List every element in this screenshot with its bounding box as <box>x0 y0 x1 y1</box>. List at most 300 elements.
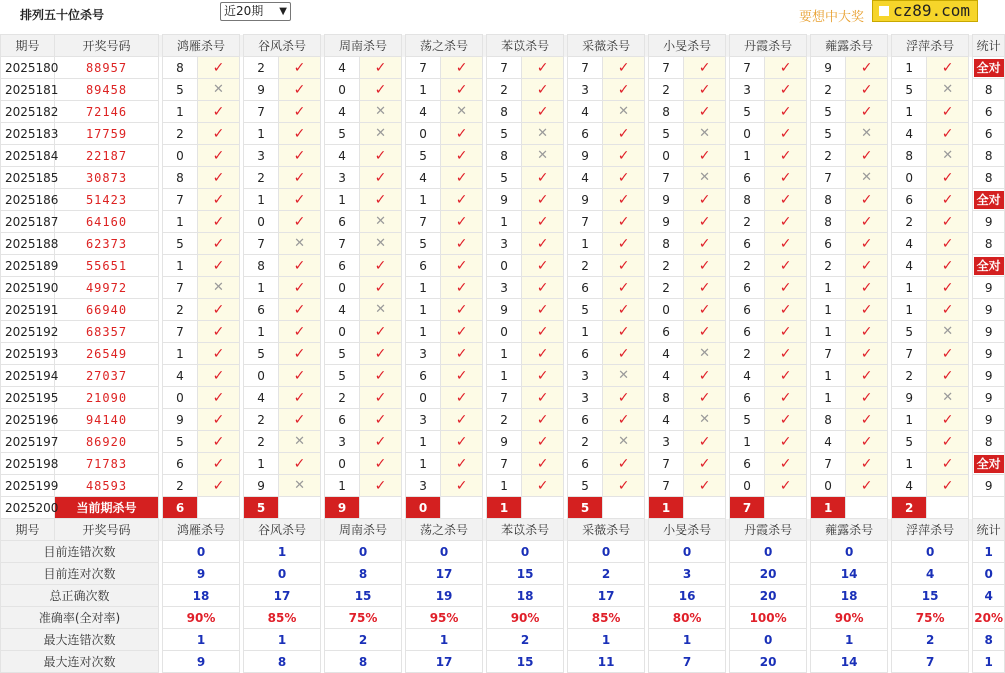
check-icon: ✓ <box>441 211 483 233</box>
stats-value: 16 <box>649 585 726 607</box>
issue-cell: 2025183 <box>1 123 55 145</box>
cross-icon: ✕ <box>927 145 969 167</box>
check-icon: ✓ <box>603 145 645 167</box>
header-expert: 荡之杀号 <box>406 35 483 57</box>
check-icon: ✓ <box>684 79 726 101</box>
kill-number-cell: 8 <box>811 189 846 211</box>
header-row <box>1 35 1005 57</box>
check-icon: ✓ <box>441 145 483 167</box>
kill-number-cell: 4 <box>244 387 279 409</box>
stats-row <box>1 629 1005 651</box>
check-icon: ✓ <box>522 233 564 255</box>
kill-number-cell: 4 <box>568 167 603 189</box>
issue-cell: 2025188 <box>1 233 55 255</box>
stats-value: 90% <box>163 607 240 629</box>
count-cell: 8 <box>973 233 1005 255</box>
table-row <box>1 145 1005 167</box>
kill-number-cell: 9 <box>568 189 603 211</box>
cross-icon: ✕ <box>360 233 402 255</box>
ad-slogan[interactable]: 要想中大奖 <box>799 10 865 25</box>
stats-value: 4 <box>892 563 969 585</box>
check-icon: ✓ <box>846 343 888 365</box>
kill-number-cell: 1 <box>892 277 927 299</box>
issue-cell: 2025184 <box>1 145 55 167</box>
kill-number-cell: 0 <box>811 475 846 497</box>
header-expert: 丹霞杀号 <box>730 35 807 57</box>
current-kill-cell: 7 <box>730 497 765 519</box>
stats-value: 1 <box>244 541 321 563</box>
check-icon: ✓ <box>441 321 483 343</box>
check-icon: ✓ <box>603 123 645 145</box>
cross-icon: ✕ <box>927 321 969 343</box>
draw-code-cell: 55651 <box>55 255 159 277</box>
kill-number-cell: 4 <box>649 409 684 431</box>
stats-label: 最大连对次数 <box>1 651 159 673</box>
kill-number-cell: 2 <box>730 211 765 233</box>
check-icon: ✓ <box>603 57 645 79</box>
kill-number-cell: 1 <box>811 277 846 299</box>
check-icon: ✓ <box>684 277 726 299</box>
kill-number-cell: 1 <box>892 409 927 431</box>
kill-number-cell: 3 <box>568 79 603 101</box>
check-icon: ✓ <box>765 431 807 453</box>
kill-number-cell: 5 <box>811 123 846 145</box>
cross-icon: ✕ <box>360 101 402 123</box>
stats-label: 准确率(全对率) <box>1 607 159 629</box>
empty-cell <box>973 497 1005 519</box>
draw-code-cell: 30873 <box>55 167 159 189</box>
kill-number-cell: 6 <box>568 123 603 145</box>
check-icon: ✓ <box>846 145 888 167</box>
issue-cell: 2025187 <box>1 211 55 233</box>
check-icon: ✓ <box>198 189 240 211</box>
kill-number-cell: 1 <box>406 189 441 211</box>
kill-number-cell: 7 <box>649 475 684 497</box>
kill-number-cell: 3 <box>487 277 522 299</box>
table-row <box>1 255 1005 277</box>
check-icon: ✓ <box>603 475 645 497</box>
kill-number-cell: 7 <box>163 321 198 343</box>
stats-value: 85% <box>244 607 321 629</box>
check-icon: ✓ <box>684 365 726 387</box>
check-icon: ✓ <box>198 101 240 123</box>
kill-number-cell: 6 <box>730 167 765 189</box>
issue-cell: 2025198 <box>1 453 55 475</box>
check-icon: ✓ <box>846 409 888 431</box>
kill-number-cell: 1 <box>568 321 603 343</box>
kill-number-cell: 7 <box>811 343 846 365</box>
stats-value: 17 <box>568 585 645 607</box>
kill-number-cell: 5 <box>163 431 198 453</box>
check-icon: ✓ <box>522 167 564 189</box>
check-icon: ✓ <box>765 145 807 167</box>
check-icon: ✓ <box>279 343 321 365</box>
kill-number-cell: 3 <box>406 343 441 365</box>
header-expert: 荡之杀号 <box>406 519 483 541</box>
kill-number-cell: 9 <box>892 387 927 409</box>
draw-code-cell: 26549 <box>55 343 159 365</box>
table-row <box>1 365 1005 387</box>
draw-code-cell: 86920 <box>55 431 159 453</box>
table-row <box>1 79 1005 101</box>
check-icon: ✓ <box>198 387 240 409</box>
stats-value: 9 <box>163 563 240 585</box>
table-row <box>1 409 1005 431</box>
check-icon: ✓ <box>279 211 321 233</box>
check-icon: ✓ <box>360 409 402 431</box>
kill-number-cell: 0 <box>325 277 360 299</box>
check-icon: ✓ <box>360 343 402 365</box>
check-icon: ✓ <box>522 321 564 343</box>
stats-value: 2 <box>487 629 564 651</box>
kill-number-cell: 6 <box>325 211 360 233</box>
logo-square-icon <box>879 6 889 16</box>
stats-value: 0 <box>730 629 807 651</box>
kill-number-cell: 6 <box>730 233 765 255</box>
kill-number-cell: 8 <box>487 101 522 123</box>
header-issue: 期号 <box>1 35 55 57</box>
stats-value: 19 <box>406 585 483 607</box>
check-icon: ✓ <box>603 321 645 343</box>
stats-label: 目前连对次数 <box>1 563 159 585</box>
header-expert: 苯苡杀号 <box>487 35 564 57</box>
stats-value: 2 <box>325 629 402 651</box>
all-correct-badge: 全对 <box>974 257 1004 275</box>
kill-number-cell: 7 <box>406 211 441 233</box>
stats-value: 1 <box>649 629 726 651</box>
header-count: 统计 <box>973 35 1005 57</box>
issue-cell: 2025195 <box>1 387 55 409</box>
check-icon: ✓ <box>198 255 240 277</box>
count-cell: 9 <box>973 277 1005 299</box>
count-cell <box>973 189 1005 211</box>
kill-number-cell: 5 <box>649 123 684 145</box>
kill-number-cell: 3 <box>325 431 360 453</box>
check-icon: ✓ <box>846 101 888 123</box>
empty-cell <box>279 497 321 519</box>
kill-number-cell: 2 <box>892 365 927 387</box>
stats-value: 20 <box>730 563 807 585</box>
kill-number-cell: 6 <box>568 409 603 431</box>
cross-icon: ✕ <box>603 431 645 453</box>
check-icon: ✓ <box>522 365 564 387</box>
check-icon: ✓ <box>279 299 321 321</box>
cross-icon: ✕ <box>684 123 726 145</box>
kill-number-cell: 2 <box>163 475 198 497</box>
stats-value: 17 <box>406 651 483 673</box>
kill-number-cell: 8 <box>649 101 684 123</box>
header-expert: 小旻杀号 <box>649 35 726 57</box>
kill-number-cell: 6 <box>325 409 360 431</box>
kill-number-cell: 1 <box>487 475 522 497</box>
kill-number-cell: 8 <box>811 409 846 431</box>
header-expert: 蕹露杀号 <box>811 35 888 57</box>
kill-number-cell: 2 <box>649 277 684 299</box>
check-icon: ✓ <box>846 475 888 497</box>
kill-number-cell: 1 <box>487 343 522 365</box>
kill-number-cell: 7 <box>649 453 684 475</box>
kill-number-cell: 2 <box>487 79 522 101</box>
kill-number-cell: 5 <box>244 343 279 365</box>
kill-number-cell: 6 <box>730 387 765 409</box>
kill-number-cell: 3 <box>487 233 522 255</box>
check-icon: ✓ <box>765 365 807 387</box>
current-label-cell: 当前期杀号 <box>55 497 159 519</box>
draw-code-cell: 21090 <box>55 387 159 409</box>
kill-number-cell: 7 <box>163 277 198 299</box>
check-icon: ✓ <box>765 167 807 189</box>
cross-icon: ✕ <box>279 233 321 255</box>
draw-code-cell: 48593 <box>55 475 159 497</box>
check-icon: ✓ <box>765 409 807 431</box>
kill-number-cell: 1 <box>244 123 279 145</box>
check-icon: ✓ <box>846 365 888 387</box>
kill-number-cell: 1 <box>892 101 927 123</box>
table-row <box>1 57 1005 79</box>
kill-number-cell: 3 <box>406 475 441 497</box>
kill-number-cell: 5 <box>892 321 927 343</box>
check-icon: ✓ <box>522 453 564 475</box>
kill-number-cell: 2 <box>568 431 603 453</box>
kill-number-cell: 4 <box>892 233 927 255</box>
period-select[interactable] <box>220 2 291 21</box>
check-icon: ✓ <box>846 211 888 233</box>
kill-number-cell: 9 <box>568 145 603 167</box>
check-icon: ✓ <box>765 255 807 277</box>
kill-number-cell: 8 <box>730 189 765 211</box>
issue-cell: 2025189 <box>1 255 55 277</box>
count-cell: 9 <box>973 475 1005 497</box>
stats-value: 90% <box>487 607 564 629</box>
check-icon: ✓ <box>765 321 807 343</box>
check-icon: ✓ <box>765 211 807 233</box>
check-icon: ✓ <box>198 299 240 321</box>
header-row <box>1 519 1005 541</box>
count-cell: 9 <box>973 409 1005 431</box>
check-icon: ✓ <box>360 255 402 277</box>
draw-code-cell: 22187 <box>55 145 159 167</box>
issue-cell: 2025192 <box>1 321 55 343</box>
kill-number-cell: 9 <box>487 299 522 321</box>
check-icon: ✓ <box>522 431 564 453</box>
current-kill-cell: 1 <box>811 497 846 519</box>
stats-value: 15 <box>892 585 969 607</box>
check-icon: ✓ <box>198 57 240 79</box>
check-icon: ✓ <box>846 57 888 79</box>
issue-cell: 2025193 <box>1 343 55 365</box>
count-cell: 9 <box>973 343 1005 365</box>
stats-value: 18 <box>487 585 564 607</box>
check-icon: ✓ <box>765 79 807 101</box>
header-expert: 周南杀号 <box>325 519 402 541</box>
kill-number-cell: 1 <box>244 321 279 343</box>
site-logo-badge[interactable] <box>872 0 978 22</box>
issue-cell: 2025182 <box>1 101 55 123</box>
check-icon: ✓ <box>441 343 483 365</box>
stats-value: 1 <box>811 629 888 651</box>
count-cell: 6 <box>973 123 1005 145</box>
stats-row <box>1 541 1005 563</box>
kill-number-cell: 1 <box>406 431 441 453</box>
check-icon: ✓ <box>684 475 726 497</box>
count-cell: 9 <box>973 299 1005 321</box>
check-icon: ✓ <box>441 365 483 387</box>
check-icon: ✓ <box>441 189 483 211</box>
draw-code-cell: 94140 <box>55 409 159 431</box>
count-cell: 9 <box>973 211 1005 233</box>
kill-number-cell: 3 <box>325 167 360 189</box>
kill-number-cell: 0 <box>163 387 198 409</box>
cross-icon: ✕ <box>603 365 645 387</box>
stats-value: 15 <box>487 563 564 585</box>
kill-number-cell: 3 <box>244 145 279 167</box>
check-icon: ✓ <box>522 255 564 277</box>
draw-code-cell: 27037 <box>55 365 159 387</box>
check-icon: ✓ <box>279 189 321 211</box>
stats-value: 0 <box>163 541 240 563</box>
check-icon: ✓ <box>765 453 807 475</box>
kill-number-cell: 6 <box>568 453 603 475</box>
check-icon: ✓ <box>441 57 483 79</box>
check-icon: ✓ <box>198 409 240 431</box>
check-icon: ✓ <box>441 387 483 409</box>
current-kill-cell: 6 <box>163 497 198 519</box>
kill-number-cell: 1 <box>811 365 846 387</box>
check-icon: ✓ <box>198 365 240 387</box>
count-cell: 8 <box>973 431 1005 453</box>
stats-value: 18 <box>811 585 888 607</box>
check-icon: ✓ <box>765 189 807 211</box>
stats-value: 20 <box>730 585 807 607</box>
stats-value: 9 <box>163 651 240 673</box>
stats-label: 最大连错次数 <box>1 629 159 651</box>
count-cell <box>973 57 1005 79</box>
kill-number-cell: 9 <box>649 189 684 211</box>
kill-number-cell: 5 <box>568 299 603 321</box>
check-icon: ✓ <box>684 255 726 277</box>
kill-number-cell: 2 <box>811 79 846 101</box>
kill-number-cell: 1 <box>406 299 441 321</box>
kill-number-cell: 6 <box>730 277 765 299</box>
kill-number-cell: 5 <box>811 101 846 123</box>
check-icon: ✓ <box>846 233 888 255</box>
kill-number-cell: 0 <box>892 167 927 189</box>
kill-number-cell: 5 <box>325 365 360 387</box>
check-icon: ✓ <box>603 79 645 101</box>
issue-cell: 2025197 <box>1 431 55 453</box>
kill-number-cell: 5 <box>163 233 198 255</box>
header-expert: 浮萍杀号 <box>892 519 969 541</box>
stats-value: 17 <box>244 585 321 607</box>
kill-number-cell: 7 <box>487 387 522 409</box>
table-row <box>1 211 1005 233</box>
header-expert: 采薇杀号 <box>568 35 645 57</box>
stats-value: 17 <box>406 563 483 585</box>
check-icon: ✓ <box>684 211 726 233</box>
kill-number-cell: 6 <box>244 299 279 321</box>
stats-value: 0 <box>244 563 321 585</box>
kill-number-cell: 6 <box>163 453 198 475</box>
kill-number-cell: 1 <box>811 299 846 321</box>
cross-icon: ✕ <box>846 167 888 189</box>
header-expert: 谷风杀号 <box>244 519 321 541</box>
table-row <box>1 233 1005 255</box>
kill-number-cell: 2 <box>649 79 684 101</box>
check-icon: ✓ <box>927 409 969 431</box>
kill-number-cell: 7 <box>811 453 846 475</box>
kill-number-cell: 4 <box>325 57 360 79</box>
kill-number-cell: 2 <box>325 387 360 409</box>
check-icon: ✓ <box>360 79 402 101</box>
check-icon: ✓ <box>279 79 321 101</box>
header-expert: 苯苡杀号 <box>487 519 564 541</box>
stats-value: 3 <box>649 563 726 585</box>
kill-number-cell: 2 <box>649 255 684 277</box>
check-icon: ✓ <box>603 189 645 211</box>
check-icon: ✓ <box>279 57 321 79</box>
cross-icon: ✕ <box>360 123 402 145</box>
kill-number-cell: 3 <box>406 409 441 431</box>
check-icon: ✓ <box>522 387 564 409</box>
stats-value: 75% <box>892 607 969 629</box>
stats-count: 8 <box>973 629 1005 651</box>
header-expert: 浮萍杀号 <box>892 35 969 57</box>
empty-cell <box>927 497 969 519</box>
check-icon: ✓ <box>684 189 726 211</box>
stats-value: 20 <box>730 651 807 673</box>
empty-cell <box>198 497 240 519</box>
check-icon: ✓ <box>360 475 402 497</box>
kill-number-cell: 7 <box>487 57 522 79</box>
kill-number-cell: 1 <box>163 101 198 123</box>
stats-value: 0 <box>649 541 726 563</box>
kill-number-cell: 7 <box>568 57 603 79</box>
check-icon: ✓ <box>279 167 321 189</box>
header-count: 统计 <box>973 519 1005 541</box>
check-icon: ✓ <box>684 453 726 475</box>
draw-code-cell: 49972 <box>55 277 159 299</box>
kill-number-cell: 1 <box>163 211 198 233</box>
header-expert: 谷风杀号 <box>244 35 321 57</box>
stats-value: 2 <box>568 563 645 585</box>
stats-row <box>1 651 1005 673</box>
check-icon: ✓ <box>927 365 969 387</box>
top-bar <box>0 0 978 34</box>
table-row <box>1 167 1005 189</box>
draw-code-cell: 51423 <box>55 189 159 211</box>
kill-number-cell: 4 <box>649 365 684 387</box>
check-icon: ✓ <box>765 343 807 365</box>
check-icon: ✓ <box>603 343 645 365</box>
kill-number-cell: 7 <box>730 57 765 79</box>
cross-icon: ✕ <box>846 123 888 145</box>
empty-cell <box>846 497 888 519</box>
current-kill-cell: 1 <box>649 497 684 519</box>
kill-number-cell: 8 <box>892 145 927 167</box>
kill-number-cell: 6 <box>649 321 684 343</box>
issue-cell: 2025186 <box>1 189 55 211</box>
check-icon: ✓ <box>360 277 402 299</box>
stats-value: 1 <box>163 629 240 651</box>
kill-number-cell: 5 <box>730 101 765 123</box>
current-kill-cell: 5 <box>244 497 279 519</box>
check-icon: ✓ <box>360 453 402 475</box>
kill-number-cell: 3 <box>568 365 603 387</box>
stats-value: 7 <box>892 651 969 673</box>
cross-icon: ✕ <box>198 277 240 299</box>
kill-number-cell: 5 <box>325 343 360 365</box>
draw-code-cell: 64160 <box>55 211 159 233</box>
